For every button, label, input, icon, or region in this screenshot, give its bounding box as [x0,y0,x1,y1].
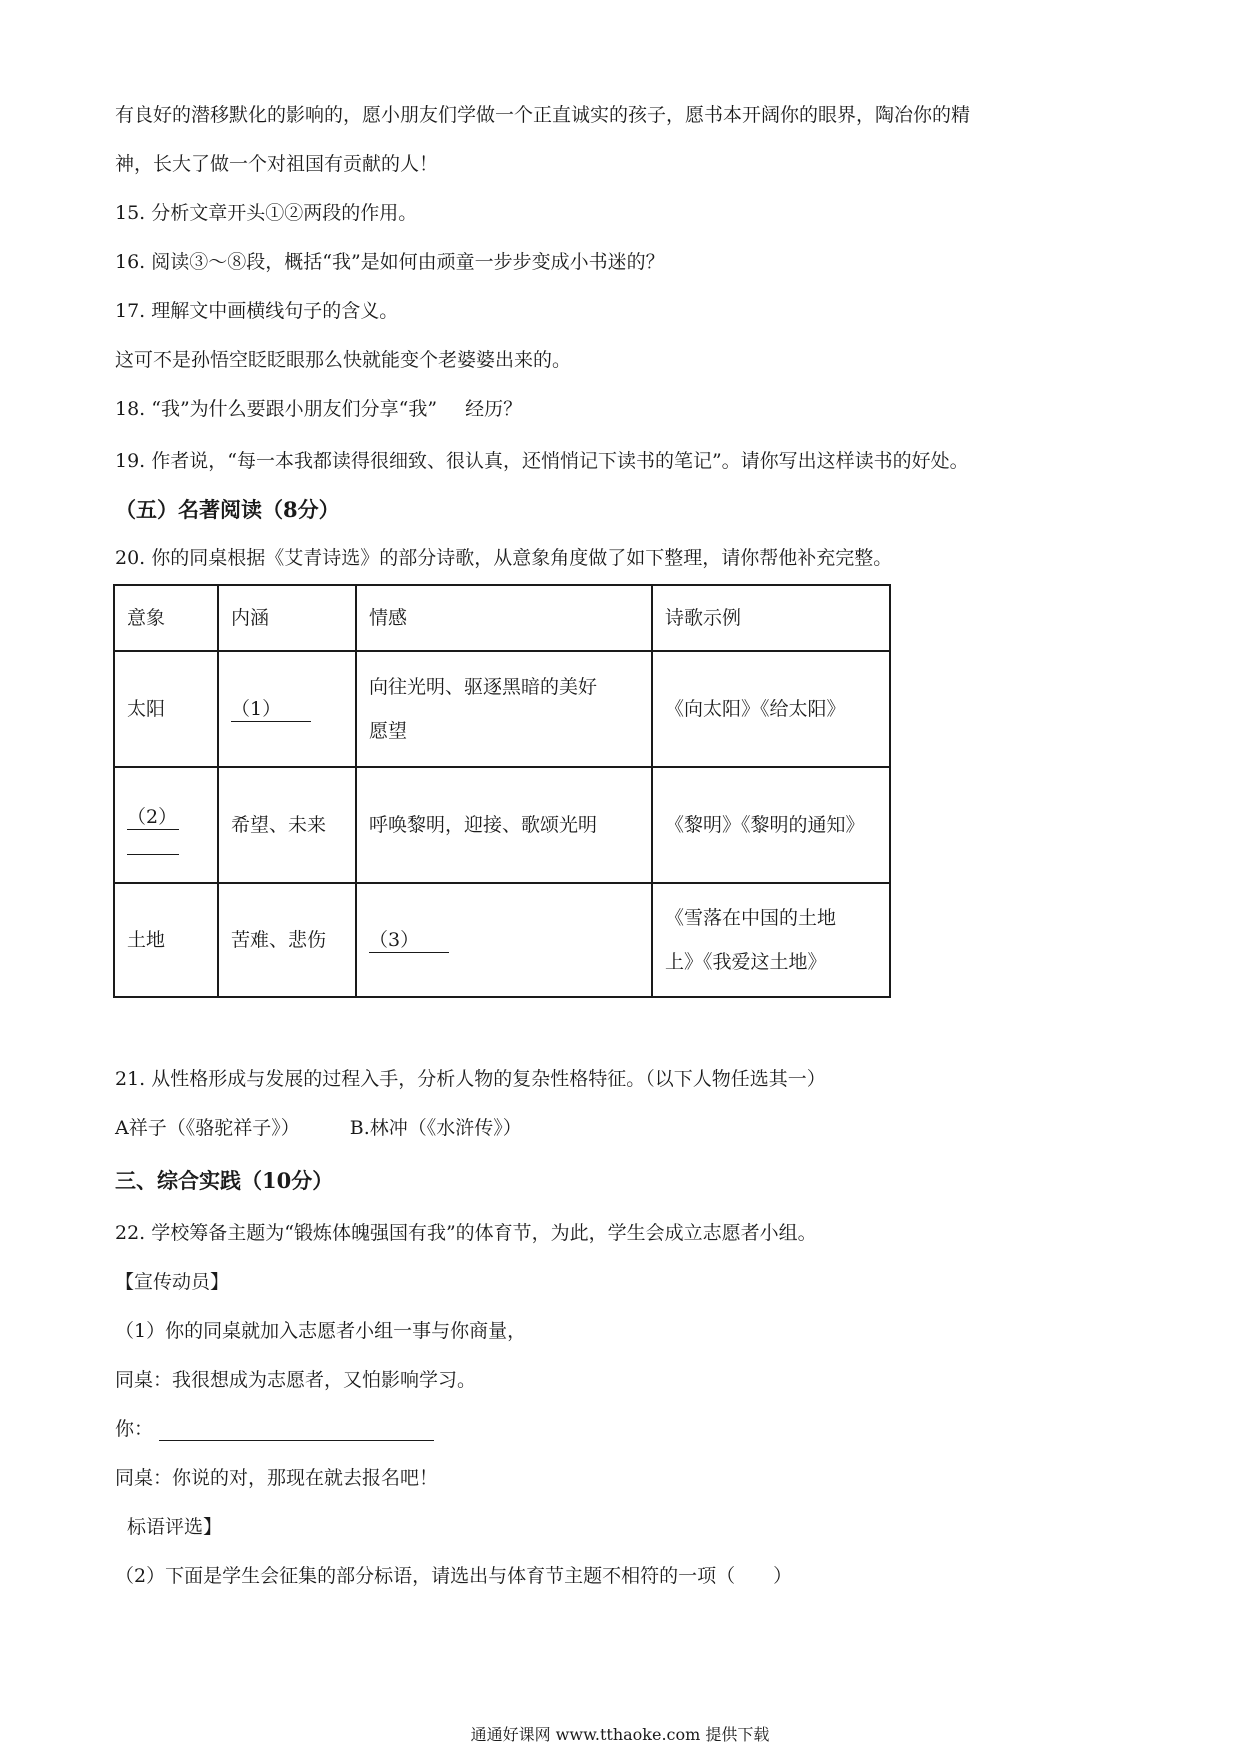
question-21-options [115,1116,522,1140]
table-header: 诗歌示例 [652,585,890,651]
table-header: 意象 [114,585,218,651]
table-row [114,651,890,767]
option-b: B.林冲（《水浒传》） [349,1117,522,1139]
table-cell: 《雪落在中国的土地 上》《我爱这土地》 [652,883,890,997]
table-cell [356,883,652,997]
table-cell: 太阳 [114,651,218,767]
table-cell [218,651,356,767]
question-20: 20. 你的同桌根据《艾青诗选》的部分诗歌，从意象角度做了如下整理，请你帮他补充完整。 [115,547,893,569]
page-footer: 通通好课网 www.tthaoke.com 提供下载 [470,1725,770,1744]
table-cell: 希望、未来 [218,767,356,883]
question-22-2: （2）下面是学生会征集的部分标语，请选出与体育节主题不相符的一项（ ） [115,1565,793,1587]
option-a: A祥子（《骆驼祥子》） [115,1117,300,1139]
question-18-part-b: 经历？ [465,398,523,420]
imagery-table [113,584,891,998]
dialogue-line: 同桌：我很想成为志愿者，又怕影响学习。 [115,1369,477,1391]
table-cell: 土地 [114,883,218,997]
question-22: 22. 学校筹备主题为“锻炼体魄强国有我”的体育节，为此，学生会成立志愿者小组。 [115,1222,817,1244]
quoted-sentence: 这可不是孙悟空眨眨眼那么快就能变个老婆婆出来的。 [115,349,572,371]
question-17: 17. 理解文中画横线句子的含义。 [115,300,399,322]
table-cell: 向往光明、驱逐黑暗的美好 愿望 [356,651,652,767]
question-16: 16. 阅读③～⑧段，概括“我”是如何由顽童一步步变成小书迷的？ [115,251,665,273]
table-cell: 《黎明》《黎明的通知》 [652,767,890,883]
answer-blank-you[interactable] [159,1420,434,1441]
table-cell: 呼唤黎明，迎接、歌颂光明 [356,767,652,883]
question-18 [115,397,522,421]
question-21: 21. 从性格形成与发展的过程入手，分析人物的复杂性格特征。（以下人物任选其一） [115,1068,826,1090]
table-cell: 《向太阳》《给太阳》 [652,651,890,767]
table-cell [114,767,218,883]
table-header: 情感 [356,585,652,651]
table-header-row [114,585,890,651]
answer-blank-1[interactable]: （1） [231,697,311,722]
section-5-heading: （五）名著阅读（8分） [115,497,340,522]
answer-blank-3[interactable]: （3） [369,928,449,953]
question-19: 19. 作者说，“每一本我都读得很细致、很认真，还悄悄记下读书的笔记”。请你写出这样读书的好处。 [115,450,969,472]
question-15: 15. 分析文章开头①②两段的作用。 [115,202,418,224]
paragraph-line: 有良好的潜移默化的影响的，愿小朋友们学做一个正直诚实的孩子，愿书本开阔你的眼界，陶冶你的精 [115,104,971,126]
table-header: 内涵 [218,585,356,651]
subsection-slogan: 标语评选】 [127,1516,223,1538]
section-3-heading: 三、综合实践（10分） [115,1168,334,1193]
dialogue-answer-line: 你： [115,1417,434,1441]
answer-blank-2[interactable]: （2） [127,805,179,855]
table-row [114,767,890,883]
subsection-propaganda: 【宣传动员】 [115,1271,230,1293]
question-18-part-a: 18. “我”为什么要跟小朋友们分享“我” [115,398,438,420]
dialogue-line: 同桌：你说的对，那现在就去报名吧！ [115,1467,439,1489]
table-cell: 苦难、悲伤 [218,883,356,997]
paragraph-line: 神，长大了做一个对祖国有贡献的人！ [115,153,439,175]
table-row [114,883,890,997]
question-22-1: （1）你的同桌就加入志愿者小组一事与你商量， [115,1320,527,1342]
